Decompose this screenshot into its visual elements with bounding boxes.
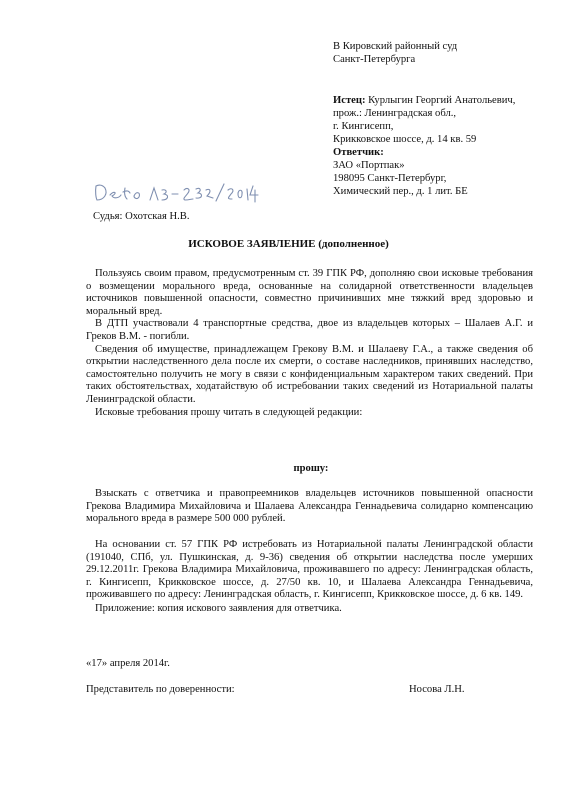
request-paragraph: Взыскать с ответчика и правопреемников владельцев источников повышенной опасности Грекова Владимира Михайловича и Шалаева Александра Геннадьевича солидарно компенсацию морального вреда в размере 500 000 рублей. bbox=[86, 488, 533, 525]
paragraph: Пользуясь своим правом, предусмотренным ст. 39 ГПК РФ, дополняю свои исковые требования о возмещении морального вреда, основанные на солидарной ответственности владельцев источников повышенной опасности, совместно причинивших мне тяжкий вред здоровью и моральный вред. bbox=[86, 268, 533, 317]
paragraph: В ДТП участвовали 4 транспортные средства, двое из владельцев которых – Шалаев А.Г. и Греков В.М. - погибли. bbox=[86, 318, 533, 342]
body-section bbox=[86, 268, 533, 419]
paragraph: Сведения об имуществе, принадлежащем Грекову В.М. и Шалаеву Г.А., а также сведения об открытии наследственного дела после их смерти, о составе наследников, принявших наследство, самостоятельно получить не могу в связи с конфиденциальным характером таких сведений. При таких обстоятельствах, ходатайствую об истребовании таких сведений из Нотариальной палаты Ленинградской области. bbox=[86, 343, 533, 405]
request-section bbox=[86, 488, 533, 526]
attachment-section bbox=[86, 603, 533, 616]
respondent-address-2: Химический пер., д. 1 лит. БЕ bbox=[333, 186, 468, 197]
addressee-court: В Кировский районный суд bbox=[333, 41, 458, 52]
plaintiff-address-2: г. Кингисепп, bbox=[333, 121, 394, 132]
document-date: «17» апреля 2014г. bbox=[86, 658, 170, 669]
petition-section bbox=[86, 539, 533, 602]
attachment-line: Приложение: копия искового заявления для ответчика. bbox=[95, 603, 342, 614]
respondent-address-1: 198095 Санкт-Петербург, bbox=[333, 173, 447, 184]
signature-label: Представитель по доверенности: bbox=[86, 684, 235, 695]
plaintiff-block bbox=[333, 94, 573, 146]
respondent-label: Ответчик: bbox=[333, 147, 384, 158]
handwritten-case-number bbox=[92, 180, 262, 204]
respondent-name: ЗАО «Портпак» bbox=[333, 160, 405, 171]
signature-name: Носова Л.Н. bbox=[409, 684, 465, 695]
judge-line: Судья: Охотская Н.В. bbox=[93, 211, 190, 222]
document-title: ИСКОВОЕ ЗАЯВЛЕНИЕ (дополненное) bbox=[188, 238, 389, 250]
plaintiff-address-3: Крикковское шоссе, д. 14 кв. 59 bbox=[333, 134, 477, 145]
plaintiff-address-1: прож.: Ленинградская обл., bbox=[333, 108, 457, 119]
addressee-city: Санкт-Петербурга bbox=[333, 54, 416, 65]
plaintiff-name: Курлыгин Георгий Анатольевич, bbox=[368, 95, 516, 106]
prosu-heading: прошу: bbox=[293, 463, 329, 474]
respondent-block bbox=[333, 146, 573, 198]
addressee-block bbox=[333, 40, 573, 66]
plaintiff-label: Истец: bbox=[333, 95, 366, 106]
petition-paragraph: На основании ст. 57 ГПК РФ истребовать из Нотариальной палаты Ленинградской области (191040, СПб, ул. Пушкинская, д. 9-36) сведения об открытии наследства после умерших 29.12.2011г. Грекова Владимира Михайловича, проживавшего по адресу: Ленинградская область, г. Кингисепп, Крикковское шоссе, д. 27/50 кв. 10, и Шалаева Александра Геннадьевича, проживавшего по адресу: Ленинградская область, г. Кингисепп, Крикковское шоссе, д. 6 кв. 149. bbox=[86, 539, 533, 601]
paragraph: Исковые требования прошу читать в следующей редакции: bbox=[95, 406, 363, 418]
